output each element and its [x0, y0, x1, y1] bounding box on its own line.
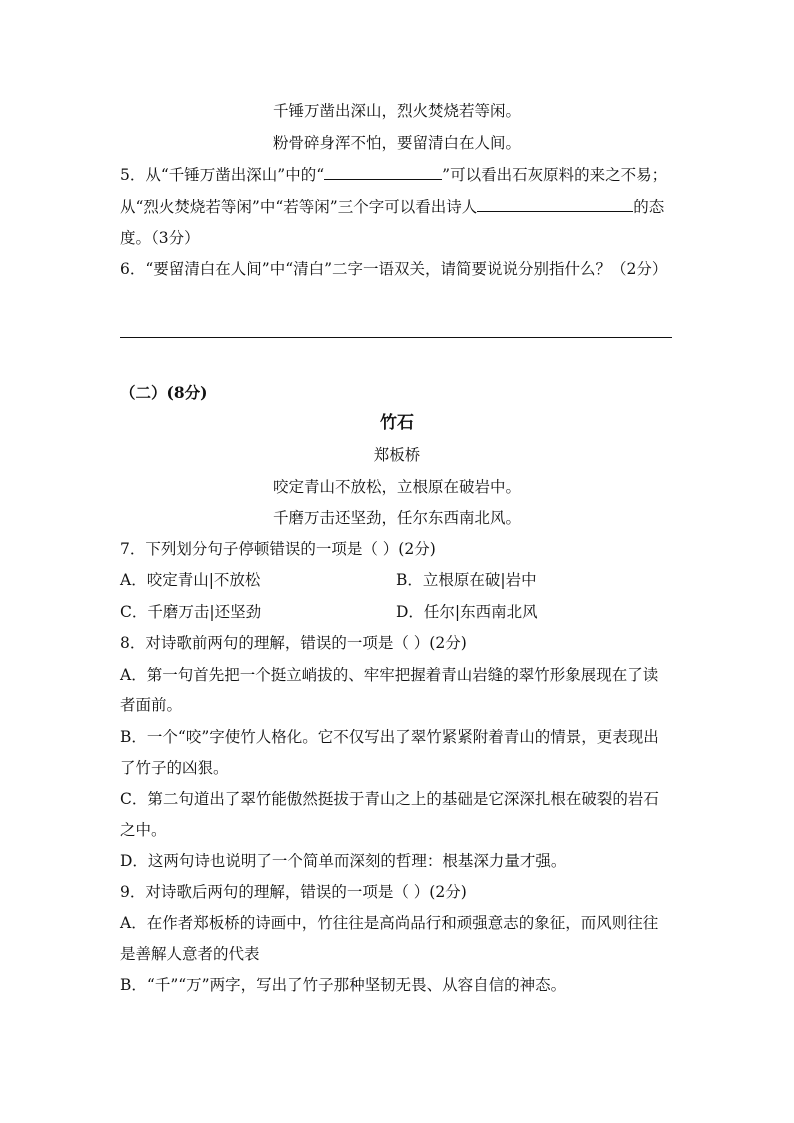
q8-option-d: D．这两句诗也说明了一个简单而深刻的哲理：根基深力量才强。	[120, 852, 567, 870]
q5-blank-1	[324, 165, 442, 180]
q8-option-c-2: 之中。	[120, 821, 167, 839]
q8-option-b-2: 了竹子的凶狠。	[120, 759, 229, 777]
q9-stem: 9．对诗歌后两句的理解，错误的一项是（ ）(2分)	[120, 883, 467, 901]
q7-option-c: C．千磨万击|还坚劲	[120, 603, 262, 621]
poem1-line4: 粉骨碎身浑不怕，要留清白在人间。	[272, 134, 521, 152]
q6-stem: 6．“要留清白在人间”中“清白”二字一语双关，请简要说说分别指什么？（2分）	[120, 260, 668, 278]
poem-author: 郑板桥	[373, 446, 421, 464]
q5-text-d: 的态	[633, 198, 665, 216]
poem-title: 竹石	[380, 413, 414, 433]
q9-option-b: B．“千”“万”两字，写出了竹子那种坚韧无畏、从容自信的神态。	[120, 976, 567, 994]
q9-option-a-2: 是善解人意者的代表	[120, 945, 260, 963]
q7-row2	[120, 602, 261, 622]
q8-option-c-1: C．第二句道出了翠竹能傲然挺拔于青山之上的基础是它深深扎根在破裂的岩石	[120, 790, 659, 808]
q8-stem: 8．对诗歌前两句的理解，错误的一项是（ ）(2分)	[120, 634, 467, 652]
q7-row1	[120, 570, 260, 590]
poem2-line1: 咬定青山不放松，立根原在破岩中。	[272, 478, 521, 496]
q8-option-a-1: A．第一句首先把一个挺立峭拔的、牢牢把握着青山岩缝的翠竹形象展现在了读	[120, 666, 659, 684]
q7-stem: 7．下列划分句子停顿错误的一项是（ ）(2分)	[120, 540, 436, 558]
q5-line3: 度。（3分）	[120, 229, 200, 247]
q7-option-a: A．咬定青山|不放松	[120, 571, 261, 589]
q7-option-d: D．任尔|东西南北风	[396, 603, 538, 621]
q5-text-b: ”可以看出石灰原料的来之不易；	[442, 166, 668, 184]
poem2-line2: 千磨万击还坚劲，任尔东西南北风。	[272, 509, 521, 527]
q8-option-b-1: B．一个“咬”字使竹人格化。它不仅写出了翠竹紧紧附着青山的情景，更表现出	[120, 728, 659, 746]
q7-option-b: B．立根原在破|岩中	[396, 571, 537, 589]
q5-line1	[120, 165, 667, 185]
q8-option-a-2: 者面前。	[120, 696, 183, 714]
q5-text-a: 5．从“千锤万凿出深山”中的“	[120, 166, 325, 184]
q5-text-c: 从“烈火焚烧若等闲”中“若等闲”三个字可以看出诗人	[120, 198, 478, 216]
section2-heading: （二）(8分)	[120, 383, 208, 402]
answer-line	[120, 337, 672, 338]
q5-blank-2	[477, 197, 633, 212]
poem1-line3: 千锤万凿出深山，烈火焚烧若等闲。	[272, 102, 521, 120]
q9-option-a-1: A．在作者郑板桥的诗画中，竹往往是高尚品行和顽强意志的象征，而风则往往	[120, 914, 659, 932]
q5-line2	[120, 197, 664, 217]
